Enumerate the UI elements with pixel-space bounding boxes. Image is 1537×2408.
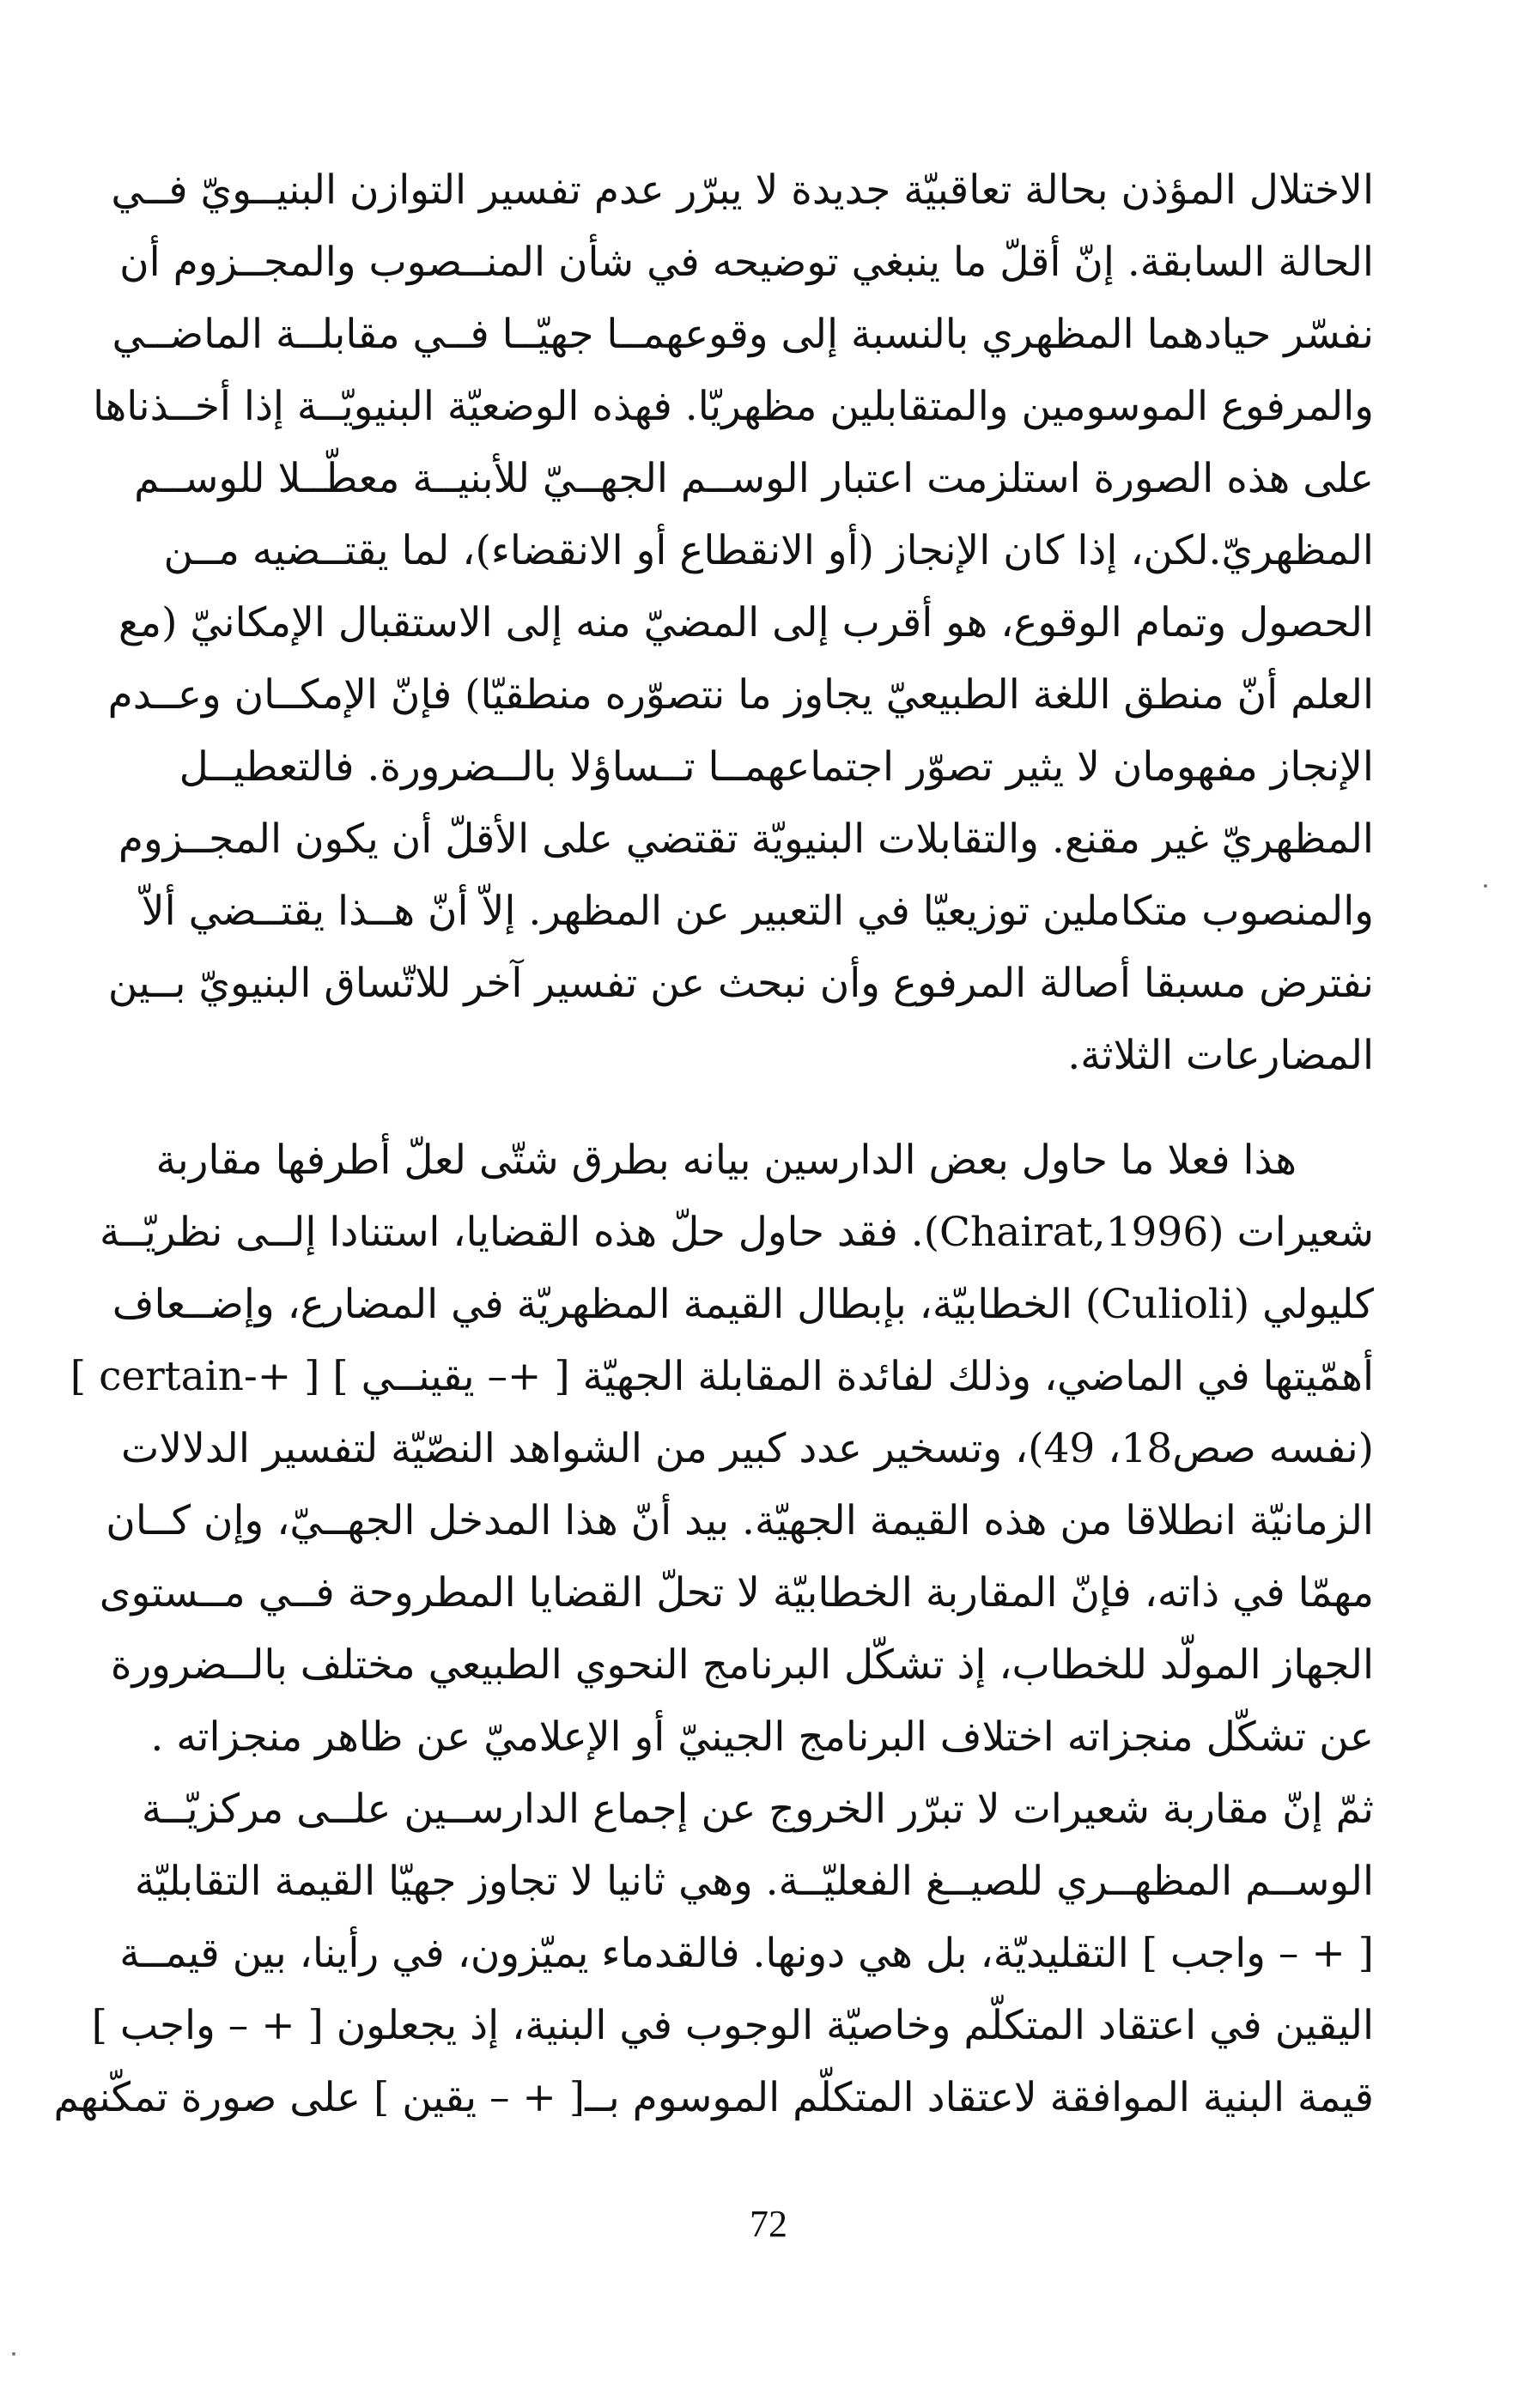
text-line: العلم أنّ منطق اللغة الطبيعيّ يجاوز ما نتصوّره منطقيّا) فإنّ الإمكــان وعــدم	[107, 671, 1374, 719]
paragraph-2	[53, 1125, 1374, 2134]
page-body	[53, 155, 1374, 2134]
text-line: الحالة السابقة. إنّ أقلّ ما ينبغي توضيحه في شأن المنــصوب والمجــزوم أن	[119, 239, 1374, 286]
scan-speck	[1484, 884, 1487, 888]
text-line: المضارعات الثلاثة.	[1067, 1032, 1374, 1079]
text-line: (نفسه صص18، 49)، وتسخير عدد كبير من الشواهد النصّيّة لتفسير الدلالات	[121, 1425, 1374, 1472]
text-line: المظهريّ.لكن، إذا كان الإنجاز (أو الانقطاع أو الانقضاء)، لما يقتــضيه مــن	[163, 527, 1374, 574]
text-line: الإنجاز مفهومان لا يثير تصوّر اجتماعهمــا تــساؤلا بالــضرورة. فالتعطيــل	[179, 743, 1374, 791]
text-line: الوســم المظهــري للصيــغ الفعليّــة. وهي ثانيا لا تجاوز جهيّا القيمة التقابليّة	[134, 1858, 1374, 1905]
text-line: والمرفوع الموسومين والمتقابلين مظهريّا. فهذه الوضعيّة البنيويّــة إذا أخــذناها	[93, 383, 1374, 430]
text-line: المظهريّ غير مقنع. والتقابلات البنيويّة تقتضي على الأقلّ أن يكون المجــزوم	[118, 816, 1374, 863]
text-line: قيمة البنية الموافقة لاعتقاد المتكلّم الموسوم بــ[ + – يقين ] على صورة تمكّنهم	[53, 2074, 1374, 2121]
text-line: عن تشكّل منجزاته اختلاف البرنامج الجينيّ أو الإعلاميّ عن ظاهر منجزاته .	[150, 1714, 1374, 1761]
text-line: هذا فعلا ما حاول بعض الدارسين بيانه بطرق شتّى لعلّ أطرفها مقاربة	[155, 1137, 1297, 1184]
text-line: أهمّيتها في الماضي، وذلك لفائدة المقابلة الجهيّة [ +– يقينــي ] [ +-certain ]	[70, 1353, 1374, 1400]
text-line: [ + – واجب ] التقليديّة، بل هي دونها. فالقدماء يميّزون، في رأينا، بين قيمــة	[119, 1930, 1374, 1977]
paragraph-1	[93, 155, 1374, 1092]
text-line: شعيرات (Chairat,1996). فقد حاول حلّ هذه القضايا، استنادا إلــى نظريّــة	[99, 1209, 1374, 1256]
page-number: 72	[750, 2203, 787, 2245]
text-line: نفترض مسبقا أصالة المرفوع وأن نبحث عن تفسير آخر للاتّساق البنيويّ بــين	[107, 960, 1374, 1007]
text-line: على هذه الصورة استلزمت اعتبار الوســم الجهــيّ للأبنيــة معطّــلا للوســم	[134, 455, 1374, 502]
text-line: نفسّر حيادهما المظهري بالنسبة إلى وقوعهمــا جهيّــا فــي مقابلــة الماضــي	[112, 311, 1374, 358]
scan-speck	[12, 2352, 15, 2356]
text-line: الاختلال المؤذن بحالة تعاقبيّة جديدة لا يبرّر عدم تفسير التوازن البنيــويّ فــي	[111, 167, 1374, 214]
text-line: ثمّ إنّ مقاربة شعيرات لا تبرّر الخروج عن إجماع الدارســين علــى مركزيّــة	[141, 1786, 1374, 1833]
text-line: والمنصوب متكاملين توزيعيّا في التعبير عن المظهر. إلاّ أنّ هــذا يقتــضي ألاّ	[141, 888, 1374, 935]
text-line: الجهاز المولّد للخطاب، إذ تشكّل البرنامج النحوي الطبيعي مختلف بالــضرورة	[110, 1641, 1374, 1689]
text-line: مهمّا في ذاته، فإنّ المقاربة الخطابيّة لا تحلّ القضايا المطروحة فــي مــستوى	[99, 1569, 1374, 1616]
text-line: كليولي (Culioli) الخطابيّة، بإبطال القيمة المظهريّة في المضارع، وإضــعاف	[112, 1281, 1374, 1328]
text-line: اليقين في اعتقاد المتكلّم وخاصيّة الوجوب في البنية، إذ يجعلون [ + – واجب ]	[91, 2002, 1374, 2049]
text-line: الزمانيّة انطلاقا من هذه القيمة الجهيّة. بيد أنّ هذا المدخل الجهــيّ، وإن كــان	[106, 1497, 1374, 1544]
text-line: الحصول وتمام الوقوع، هو أقرب إلى المضيّ منه إلى الاستقبال الإمكانيّ (مع	[118, 599, 1374, 646]
